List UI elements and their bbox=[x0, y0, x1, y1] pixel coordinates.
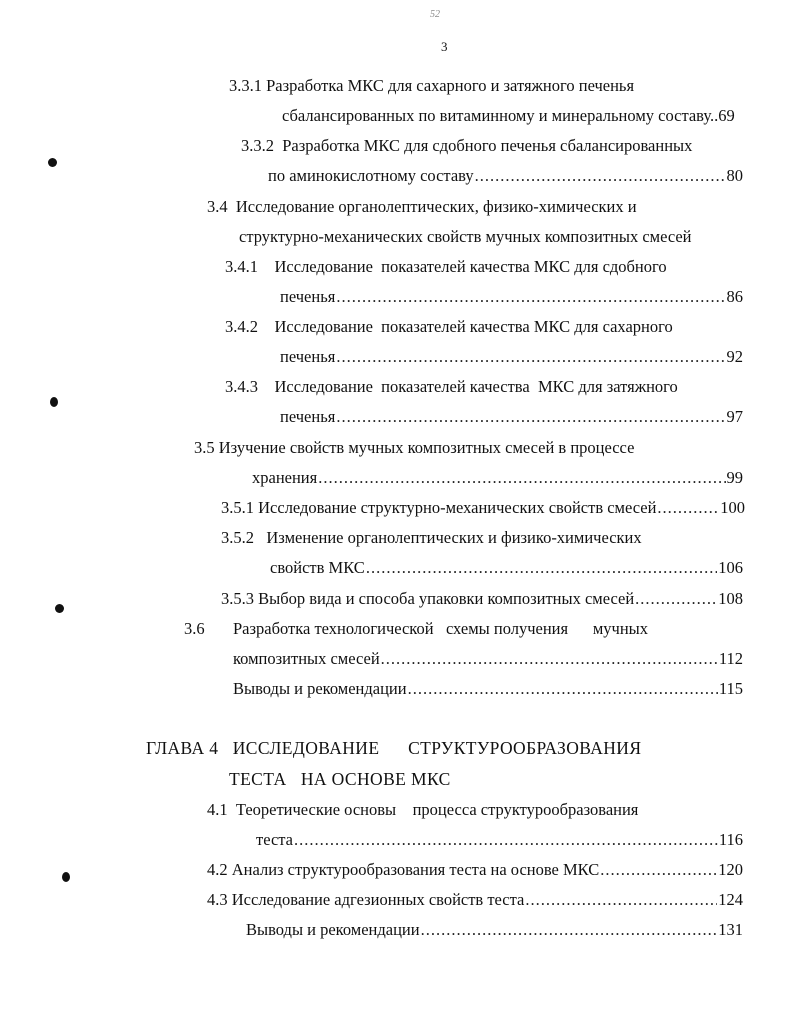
toc-entry-3-4-2-line1: 3.4.2 Исследование показателей качества МКС для сахарного bbox=[225, 317, 673, 336]
toc-page-number: 115 bbox=[718, 679, 743, 698]
toc-entry-4-3 bbox=[207, 892, 743, 912]
toc-entry-3-3-2-line1: 3.3.2 Разработка МКС для сдобного печенья сбалансированных bbox=[241, 136, 693, 155]
toc-entry-title: теста bbox=[256, 830, 294, 849]
toc-entry-title: 4.3 Исследование адгезионных свойств теста bbox=[207, 890, 525, 909]
toc-entry-3-4-line2: структурно-механических свойств мучных композитных смесей bbox=[239, 227, 692, 246]
toc-entry-4-2 bbox=[207, 862, 743, 882]
toc-entry-title: 3.5.3 Выбор вида и способа упаковки композитных смесей bbox=[221, 589, 635, 608]
toc-entry-3-4-2-line2 bbox=[280, 349, 743, 369]
toc-entry-3-5-line2 bbox=[252, 470, 743, 490]
toc-entry-title: сбалансированных по витаминному и минеральному составу.. bbox=[282, 106, 719, 125]
toc-entry-3-5-3 bbox=[221, 591, 743, 611]
chapter-4-heading-line1: ГЛАВА 4 ИССЛЕДОВАНИЕ СТРУКТУРООБРАЗОВАНИЯ bbox=[146, 738, 642, 758]
toc-entry-3-4-1-line1: 3.4.1 Исследование показателей качества МКС для сдобного bbox=[225, 257, 667, 276]
toc-entry-3-5-2-line2 bbox=[270, 560, 743, 580]
toc-entry-title: 3.5.1 Исследование структурно-механических свойств смесей bbox=[221, 498, 657, 517]
toc-entry-title: по аминокислотному составу bbox=[268, 166, 474, 185]
toc-page-number: 116 bbox=[718, 830, 743, 849]
toc-page-number: 80 bbox=[726, 166, 743, 185]
dot-leader bbox=[294, 832, 718, 849]
toc-entry-3-3-2-line2 bbox=[268, 168, 743, 188]
toc-entry-3-6-line2 bbox=[233, 651, 743, 671]
toc-entry-title: Выводы и рекомендации bbox=[233, 679, 407, 698]
dot-leader bbox=[657, 500, 719, 517]
toc-page-number: 99 bbox=[726, 468, 743, 487]
toc-page-number: 106 bbox=[718, 558, 743, 577]
dot-leader bbox=[635, 591, 717, 608]
toc-entry-3-4-3-line1: 3.4.3 Исследование показателей качества МКС для затяжного bbox=[225, 377, 678, 396]
dot-leader bbox=[336, 349, 725, 366]
handwritten-page-note: 52 bbox=[430, 9, 440, 20]
toc-entry-title: печенья bbox=[280, 287, 336, 306]
dot-leader bbox=[381, 651, 718, 668]
toc-entry-3-3-1-line1: 3.3.1 Разработка МКС для сахарного и затяжного печенья bbox=[229, 76, 635, 95]
dot-leader bbox=[475, 168, 726, 185]
toc-entry-3-4-line1: 3.4 Исследование органолептических, физико-химических и bbox=[207, 197, 637, 216]
toc-page-number: 97 bbox=[726, 407, 743, 426]
dot-leader bbox=[525, 892, 717, 909]
toc-page-number: 112 bbox=[718, 649, 743, 668]
toc-entry-title: печенья bbox=[280, 407, 336, 426]
chapter-4-heading-line2: ТЕСТА НА ОСНОВЕ МКС bbox=[229, 769, 451, 789]
scan-speck bbox=[50, 397, 58, 407]
toc-entry-ch4-conclusions bbox=[246, 922, 743, 942]
dot-leader bbox=[600, 862, 717, 879]
toc-entry-3-6-line1: Разработка технологической схемы получения мучных bbox=[233, 619, 648, 638]
toc-entry-3-4-1-line2 bbox=[280, 289, 743, 309]
toc-entry-4-1-line2 bbox=[256, 832, 743, 852]
dot-leader bbox=[408, 681, 718, 698]
toc-page-number: 69 bbox=[718, 106, 735, 125]
dot-leader bbox=[421, 922, 718, 939]
toc-entry-3-5-line1: 3.5 Изучение свойств мучных композитных смесей в процессе bbox=[194, 438, 635, 457]
dot-leader bbox=[336, 289, 725, 306]
toc-entry-3-6-number: 3.6 bbox=[184, 619, 205, 638]
toc-entry-title: композитных смесей bbox=[233, 649, 380, 668]
toc-entry-title: свойств МКС bbox=[270, 558, 365, 577]
scan-speck bbox=[55, 604, 64, 613]
toc-entry-3-3-1-line2 bbox=[282, 108, 743, 128]
toc-entry-3-5-2-line1: 3.5.2 Изменение органолептических и физико-химических bbox=[221, 528, 642, 547]
toc-page-number: 108 bbox=[718, 589, 743, 608]
toc-entry-title: Выводы и рекомендации bbox=[246, 920, 420, 939]
toc-page-number: 92 bbox=[726, 347, 743, 366]
toc-entry-title: 4.2 Анализ структурообразования теста на основе МКС bbox=[207, 860, 600, 879]
scan-speck bbox=[48, 158, 57, 167]
dot-leader bbox=[336, 409, 725, 426]
toc-entry-3-5-1 bbox=[221, 500, 745, 520]
dot-leader bbox=[366, 560, 717, 577]
toc-entry-4-1-line1: 4.1 Теоретические основы процесса структурообразования bbox=[207, 800, 639, 819]
scan-speck bbox=[62, 872, 70, 882]
toc-page-number: 100 bbox=[720, 498, 745, 517]
dot-leader bbox=[318, 470, 725, 487]
toc-page-number: 86 bbox=[726, 287, 743, 306]
toc-page-number: 131 bbox=[718, 920, 743, 939]
toc-entry-ch3-conclusions bbox=[233, 681, 743, 701]
toc-entry-3-4-3-line2 bbox=[280, 409, 743, 429]
page-number: 3 bbox=[441, 39, 448, 54]
toc-page-number: 120 bbox=[718, 860, 743, 879]
toc-entry-title: хранения bbox=[252, 468, 318, 487]
toc-entry-title: печенья bbox=[280, 347, 336, 366]
toc-page-number: 124 bbox=[718, 890, 743, 909]
